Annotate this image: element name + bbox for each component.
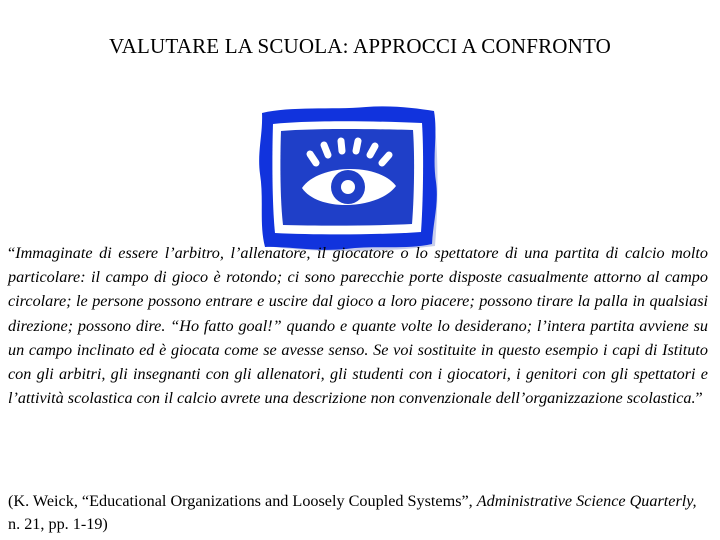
quote-text: Immaginate di essere l’arbitro, l’allenatore, il giocatore o lo spettatore di una partita di calcio molto particolare: il campo di gioco è rotondo; ci sono parecchie porte disposte casualmente attorno al campo circolare; le persone possono entrare e uscire dal gioco a loro piacere; possono tirare la palla in qualsiasi direzione; possono dire. “Ho fatto goal!” quando e quante volte lo desiderano; l’intera partita avviene su un campo inclinato ed è giocata come se avesse senso. Se voi sostituite in questo esempio i capi di Istituto con gli arbitri, gli insegnanti con gli allenatori, gli studenti con i giocatori, i genitori con gli spettatori e l’attività scolastica con il calcio avrete una descrizione non convenzionale dell’organizzazione scolastica.: [8, 244, 708, 408]
quote-paragraph: [8, 241, 708, 410]
eye-pupil: [341, 180, 355, 194]
citation-suffix: n. 21, pp. 1-19): [8, 514, 108, 533]
eye-icon: [256, 104, 440, 254]
citation-journal: Administrative Science Quarterly,: [476, 492, 697, 510]
quote-close-mark: ”: [695, 389, 703, 408]
quote-open-mark: “: [8, 244, 16, 262]
citation-prefix: (K. Weick, “Educational Organizations and Loosely Coupled Systems”,: [8, 492, 477, 510]
slide-title: VALUTARE LA SCUOLA: APPROCCI A CONFRONTO: [108, 34, 612, 58]
eye-logo: [256, 104, 440, 254]
citation: [8, 490, 708, 535]
